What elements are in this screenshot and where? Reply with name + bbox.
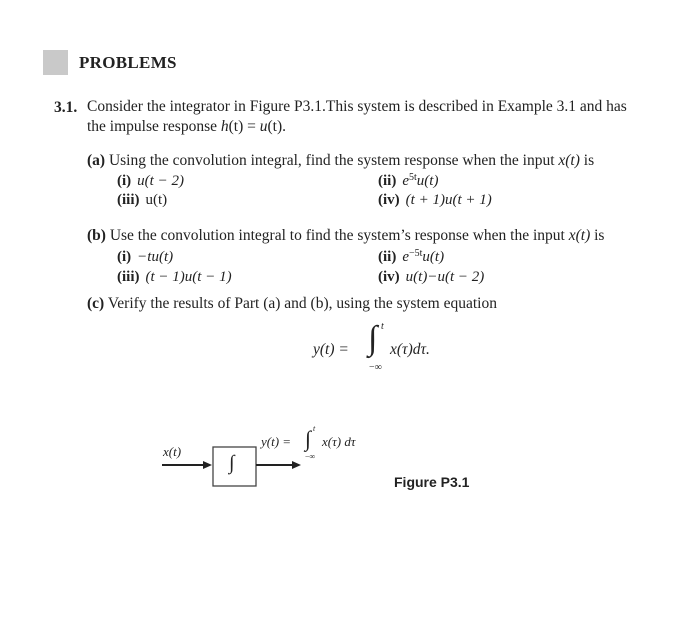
part-b-text-after: is — [590, 227, 605, 244]
part-a-text-after: is — [579, 152, 595, 169]
part-b-var: x(t) — [568, 227, 591, 244]
item-label: (iv) — [378, 269, 400, 285]
item-label: (ii) — [378, 173, 397, 189]
part-a-var: x(t) — [558, 152, 580, 169]
output-arrow-head — [292, 461, 301, 469]
figure-output-integral: ∫ — [305, 426, 312, 451]
figure-output-lhs: y(t) = — [261, 434, 292, 449]
equation-integral-sign: ∫ — [368, 320, 378, 357]
item-expr: u(t − 2) — [137, 173, 184, 189]
item-label: (i) — [117, 249, 132, 265]
item-sup: 5t — [409, 172, 417, 183]
integrator-block — [213, 447, 256, 486]
item-label: (iii) — [117, 269, 140, 285]
item-base: e — [402, 249, 409, 265]
impulse-h: h — [220, 118, 229, 135]
section-title: PROBLEMS — [79, 53, 177, 72]
problem-stem-line1: Consider the integrator in Figure P3.1.This system is described in Example 3.1 and has — [87, 98, 627, 115]
integrator-symbol: ∫ — [229, 452, 235, 474]
stem-line2-end: (t). — [267, 118, 287, 135]
figure-output-lower: −∞ — [305, 452, 316, 461]
part-a-label: (a) — [87, 152, 106, 169]
item-expr: (t − 1)u(t − 1) — [145, 269, 232, 285]
input-arrow-head — [203, 461, 212, 469]
item-tail: u(t) — [416, 173, 439, 189]
item-tail: u(t) — [422, 249, 445, 265]
part-b-text: Use the convolution integral to find the system’s response when the input — [109, 227, 569, 244]
part-a-text: Using the convolution integral, find the system response when the input — [108, 152, 559, 169]
item-base: e — [402, 173, 409, 189]
item-label: (i) — [117, 173, 132, 189]
stem-line2-prefix: the impulse response — [87, 118, 221, 135]
part-b-label: (b) — [87, 227, 106, 244]
item-expr: u(t)−u(t − 2) — [405, 269, 485, 285]
item-label: (iii) — [117, 192, 140, 208]
item-expr: (t + 1)u(t + 1) — [405, 192, 492, 208]
item-expr: −tu(t) — [137, 249, 174, 265]
equation-integrand-text: x(τ)dτ. — [390, 341, 430, 358]
stem-line2-mid: (t) = — [228, 118, 260, 135]
impulse-u: u — [259, 118, 268, 135]
figure-input-label: x(t) — [163, 444, 182, 459]
figure-caption: Figure P3.1 — [394, 474, 470, 490]
item-label: (iv) — [378, 192, 400, 208]
item-sup: −5t — [409, 248, 423, 259]
problem-number: 3.1. — [54, 99, 78, 116]
part-c-text: Verify the results of Part (a) and (b), using the system equation — [107, 295, 497, 312]
equation-lower-limit: −∞ — [369, 362, 382, 373]
part-c-label: (c) — [87, 295, 105, 312]
figure-output-upper: t — [313, 424, 316, 433]
figure-output-integrand: x(τ) dτ — [322, 434, 356, 449]
equation-lhs-text: y(t) = — [313, 341, 349, 358]
item-expr: u(t) — [145, 192, 168, 208]
item-label: (ii) — [378, 249, 397, 265]
equation-upper-limit: t — [381, 321, 384, 332]
